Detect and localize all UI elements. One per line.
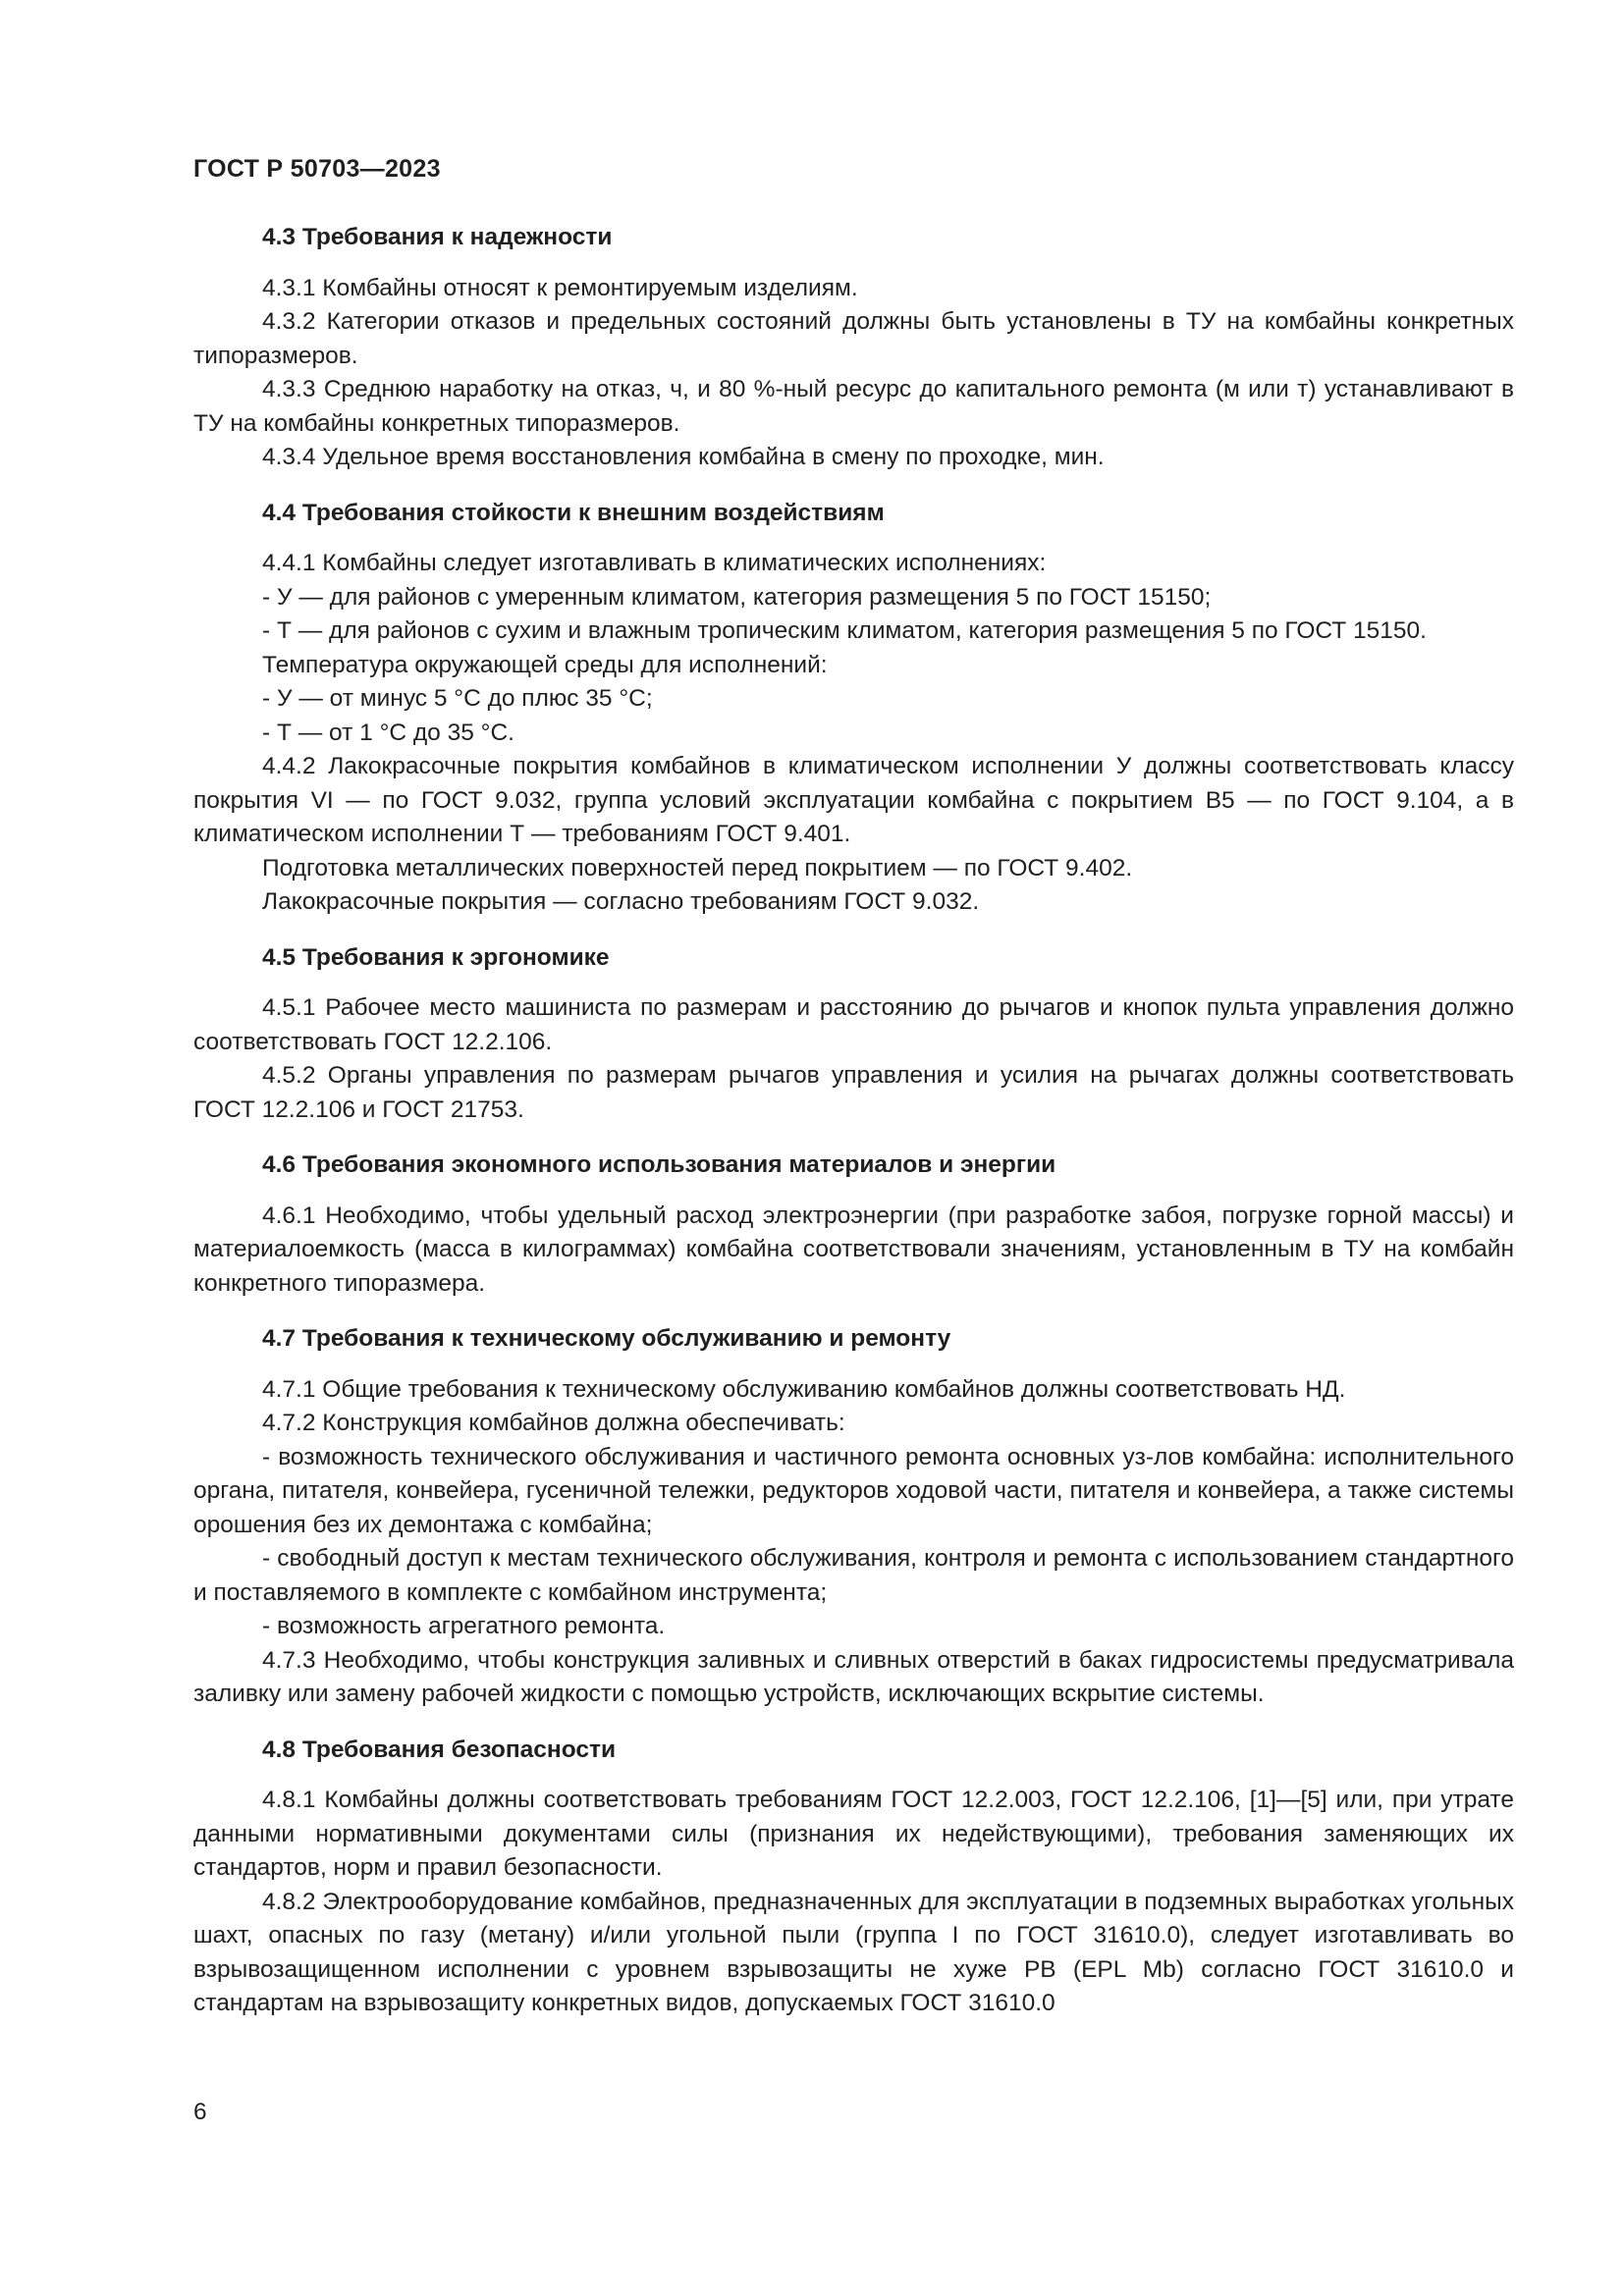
list-item: - У — от минус 5 °С до плюс 35 °С;	[262, 685, 653, 712]
section-4-4	[193, 497, 1514, 920]
paragraph: Температура окружающей среды для исполнений:	[262, 651, 828, 678]
list-item: - Т — для районов с сухим и влажным тропическим климатом, категория размещения 5 по ГОСТ 15150.	[262, 617, 1427, 644]
list-item: - У — для районов с умеренным климатом, категория размещения 5 по ГОСТ 15150;	[262, 583, 1212, 611]
paragraph: 4.5.1 Рабочее место машиниста по размерам и расстоянию до рычагов и кнопок пульта управления должно соответствовать ГОСТ 12.2.106.	[193, 994, 1514, 1055]
section-heading: 4.7 Требования к техническому обслуживанию и ремонту	[262, 1325, 951, 1352]
section-4-3	[193, 221, 1514, 475]
paragraph: 4.7.3 Необходимо, чтобы конструкция заливных и сливных отверстий в баках гидросистемы предусматривала заливку или замену рабочей жидкости с помощью устройств, исключающих вскрытие системы.	[193, 1646, 1514, 1707]
section-heading: 4.4 Требования стойкости к внешним воздействиям	[262, 499, 885, 526]
section-4-8	[193, 1734, 1514, 2021]
paragraph: 4.4.1 Комбайны следует изготавливать в климатических исполнениях:	[262, 550, 1047, 576]
section-4-6	[193, 1148, 1514, 1301]
paragraph: 4.3.1 Комбайны относят к ремонтируемым изделиям.	[262, 274, 858, 301]
section-4-7	[193, 1322, 1514, 1712]
page-number: 6	[193, 2099, 207, 2125]
list-item: - возможность технического обслуживания и частичного ремонта основных уз-лов комбайна: исполнительного органа, питателя, конвейера, гусеничной тележки, редукторов ходовой части, питателя и конвейера, а также системы орошения без их демонтажа с комбайна;	[193, 1443, 1514, 1538]
paragraph: 4.3.2 Категории отказов и предельных состояний должны быть установлены в ТУ на комбайны конкретных типоразмеров.	[193, 308, 1514, 369]
paragraph: 4.8.1 Комбайны должны соответствовать требованиям ГОСТ 12.2.003, ГОСТ 12.2.106, [1]—[5] или, при утрате данными нормативными документами силы (признания их недействующими), требования заменяющих их стандартов, норм и правил безопасности.	[193, 1787, 1514, 1881]
section-heading: 4.6 Требования экономного использования материалов и энергии	[262, 1151, 1056, 1178]
paragraph: Лакокрасочные покрытия — согласно требованиям ГОСТ 9.032.	[262, 888, 980, 915]
document-header: ГОСТ Р 50703—2023	[193, 155, 441, 183]
list-item: - свободный доступ к местам технического обслуживания, контроля и ремонта с использованием стандартного и поставляемого в комплекте с комбайном инструмента;	[193, 1545, 1514, 1606]
paragraph: 4.6.1 Необходимо, чтобы удельный расход электроэнергии (при разработке забоя, погрузке горной массы) и материалоемкость (масса в килограммах) комбайна соответствовали значениям, установленным в ТУ на комбайн конкретного типоразмера.	[193, 1201, 1514, 1297]
paragraph: 4.5.2 Органы управления по размерам рычагов управления и усилия на рычагах должны соответствовать ГОСТ 12.2.106 и ГОСТ 21753.	[193, 1062, 1514, 1123]
paragraph: 4.3.4 Удельное время восстановления комбайна в смену по проходке, мин.	[262, 444, 1105, 470]
list-item: - возможность агрегатного ремонта.	[262, 1613, 666, 1639]
section-heading: 4.8 Требования безопасности	[262, 1735, 617, 1763]
paragraph: Подготовка металлических поверхностей перед покрытием — по ГОСТ 9.402.	[262, 854, 1133, 881]
section-heading: 4.5 Требования к эргономике	[262, 943, 610, 971]
document-body	[193, 221, 1514, 2043]
paragraph: 4.7.2 Конструкция комбайнов должна обеспечивать:	[262, 1410, 845, 1436]
section-4-5	[193, 941, 1514, 1128]
paragraph: 4.3.3 Среднюю наработку на отказ, ч, и 80 %-ный ресурс до капитального ремонта (м или т) устанавливают в ТУ на комбайны конкретных типоразмеров.	[193, 376, 1514, 437]
list-item: - Т — от 1 °С до 35 °С.	[262, 719, 514, 746]
paragraph: 4.4.2 Лакокрасочные покрытия комбайнов в климатическом исполнении У должны соответствовать классу покрытия VI — по ГОСТ 9.032, группа условий эксплуатации комбайна с покрытием В5 — по ГОСТ 9.104, а в климатическом исполнении Т — требованиям ГОСТ 9.401.	[193, 753, 1514, 847]
paragraph: 4.7.1 Общие требования к техническому обслуживанию комбайнов должны соответствовать НД.	[262, 1375, 1346, 1403]
section-heading: 4.3 Требования к надежности	[262, 224, 613, 250]
paragraph: 4.8.2 Электрооборудование комбайнов, предназначенных для эксплуатации в подземных выработках угольных шахт, опасных по газу (метану) и/или угольной пыли (группа I по ГОСТ 31610.0), следует изготавливать во взрывозащищенном исполнении с уровнем взрывозащиты не хуже РВ (EPL Mb) согласно ГОСТ 31610.0 и стандартам на взрывозащиту конкретных видов, допускаемых ГОСТ 31610.0	[193, 1888, 1514, 2016]
